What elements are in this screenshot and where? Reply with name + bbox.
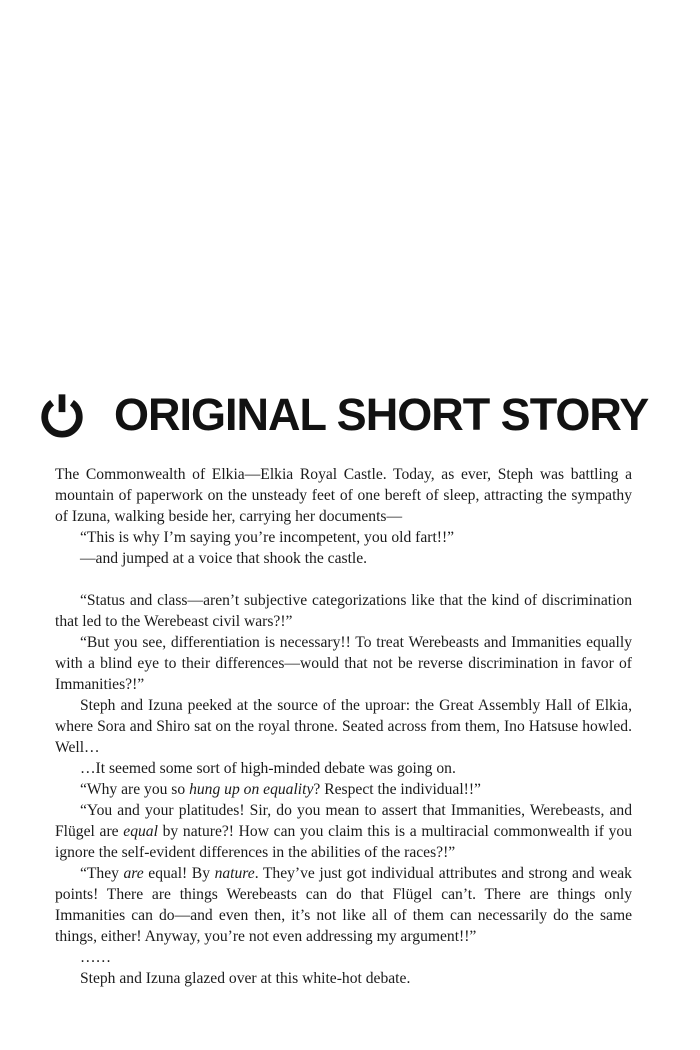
text-run: “They [79, 865, 124, 882]
text-run: “Status and class—aren’t subjective categorizations like that the kind of discrimination that led to the Werebeast civil wars?!” [55, 592, 632, 630]
text-run: …It seemed some sort of high-minded debate was going on. [79, 760, 456, 777]
chapter-title-row [38, 362, 648, 467]
paragraph-spacer [55, 569, 632, 590]
text-run: “But you see, differentiation is necessary!! To treat Werebeasts and Immanities equally with a blind eye to their differences—would that not be reverse discrimination in favor of Immanities?!” [55, 634, 632, 693]
italic-text-run: are [123, 865, 144, 882]
italic-text-run: hung up on equality [189, 781, 314, 798]
italic-text-run: equal [123, 823, 158, 840]
text-run: “You and your platitudes! Sir, do you mean to assert that Immanities, Werebeasts, and Flügel are [55, 802, 632, 840]
text-run: …… [79, 949, 112, 966]
text-run: equal! By [143, 865, 215, 882]
page-title: ORIGINAL SHORT STORY [114, 389, 649, 441]
story-paragraph [55, 527, 632, 548]
text-run: Steph and Izuna glazed over at this white-hot debate. [79, 970, 411, 987]
text-run: The Commonwealth of Elkia—Elkia Royal Castle. Today, as ever, Steph was battling a mountain of paperwork on the unsteady feet of one bereft of sleep, attracting the sympathy of Izuna, walking beside her, carrying her documents— [55, 466, 632, 525]
text-run: —and jumped at a voice that shook the castle. [79, 550, 368, 567]
text-run: “This is why I’m saying you’re incompetent, you old fart!!” [79, 529, 455, 546]
story-paragraph [55, 464, 632, 527]
text-run: by nature?! How can you claim this is a multiracial commonwealth if you ignore the self-evident differences in the abilities of the races?!” [55, 823, 633, 861]
text-run: “Why are you so [79, 781, 190, 798]
story-paragraph [55, 590, 632, 632]
power-icon [38, 391, 86, 439]
story-body [55, 464, 632, 989]
text-run: Steph and Izuna peeked at the source of the uproar: the Great Assembly Hall of Elkia, where Sora and Shiro sat on the royal throne. Seated across from them, Ino Hatsuse howled. Well… [55, 697, 632, 756]
story-paragraph [55, 863, 632, 947]
story-paragraph [55, 947, 632, 968]
story-paragraph [55, 800, 632, 863]
text-run: . They’ve just got individual attributes and strong and weak points! There are things Werebeasts can do that Flügel can’t. There are things only Immanities can do—and even then, it’s not like all of them can necessarily do the same things, either! Anyway, you’re not even addressing my argument!!” [55, 865, 632, 945]
text-run: ? Respect the individual!!” [313, 781, 481, 798]
story-paragraph [55, 548, 632, 569]
story-paragraph [55, 695, 632, 758]
story-paragraph [55, 779, 632, 800]
story-paragraph [55, 632, 632, 695]
italic-text-run: nature [214, 865, 255, 882]
story-paragraph [55, 758, 632, 779]
story-paragraph [55, 968, 632, 989]
